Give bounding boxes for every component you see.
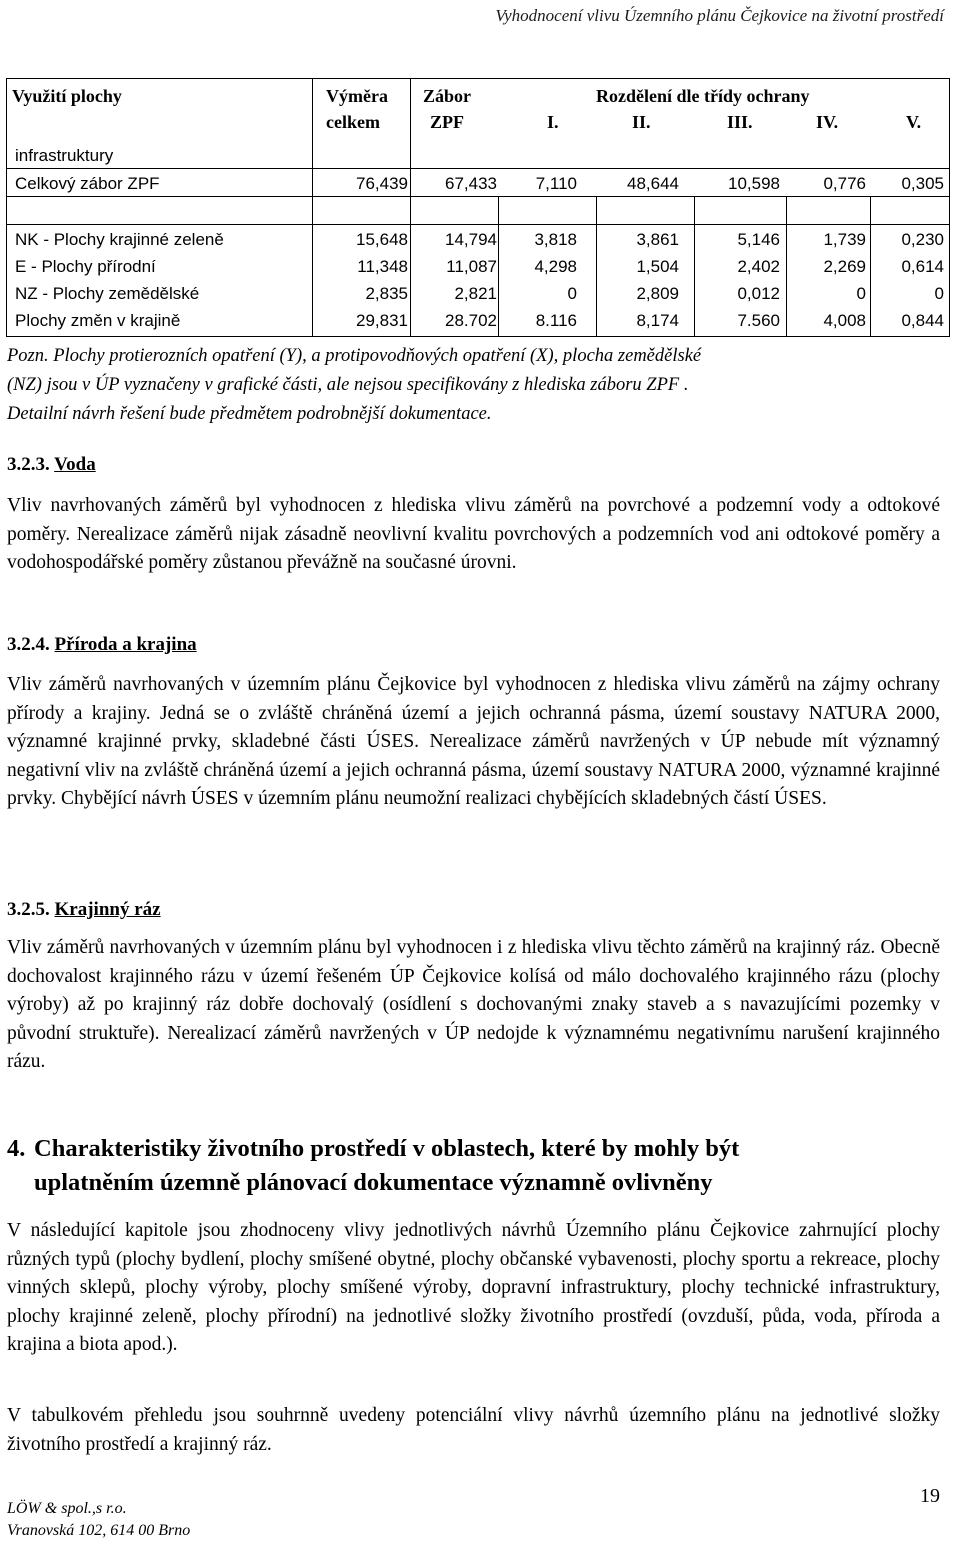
- table-rule: [312, 78, 313, 336]
- section-number: 3.2.3.: [7, 454, 50, 475]
- table-cell: 0,305: [901, 174, 944, 193]
- table-cell: 0,012: [737, 284, 780, 303]
- table-cell: 15,648: [356, 230, 408, 249]
- table-cell: 8.116: [535, 311, 577, 330]
- table-rule: [6, 196, 950, 197]
- table-cell: 8,174: [636, 311, 679, 330]
- table-cell: 0,614: [901, 257, 944, 276]
- table-cell: 0,776: [823, 174, 866, 193]
- table-cell: 10,598: [728, 174, 780, 193]
- table-cell: 1,739: [823, 230, 866, 249]
- running-header: Vyhodnocení vlivu Územního plánu Čejkovice na životní prostředí: [495, 6, 944, 25]
- table-rule: [6, 168, 950, 169]
- table-cell: 11,087: [446, 257, 497, 276]
- table-cell: 2,269: [823, 257, 866, 276]
- table-rule: [6, 336, 950, 337]
- section-heading-voda: [7, 454, 96, 476]
- table-cell: 0: [567, 284, 577, 303]
- table-header-class: V.: [906, 112, 922, 132]
- table-cell: NK - Plochy krajinné zeleně: [15, 230, 224, 249]
- section-heading-krajinny-raz: [7, 899, 161, 921]
- table-header-area: celkem: [326, 112, 380, 132]
- table-rule: [870, 196, 871, 336]
- table-header-zpf: Zábor: [423, 86, 472, 106]
- table-cell: 28.702: [445, 311, 497, 330]
- section-number: 3.2.4.: [7, 634, 50, 655]
- table-cell: 1,504: [636, 257, 679, 276]
- table-cell: 2,809: [636, 284, 679, 303]
- table-cell: 2,835: [365, 284, 408, 303]
- table-rule: [410, 78, 411, 336]
- section-title: Příroda a krajina: [54, 634, 197, 655]
- table-cell: 4,298: [534, 257, 577, 276]
- table-cell: NZ - Plochy zemědělské: [15, 284, 200, 303]
- paragraph-voda: Vliv navrhovaných záměrů byl vyhodnocen z hlediska vlivu záměrů na povrchové a podzemní vody a odtokové poměry. Nerealizace záměrů nijak zásadně neovlivní kvalitu povrchových a podzemních vod ani odtokové poměry a vodohospodářské poměry zůstanou převážně na současné úrovni.: [7, 495, 940, 574]
- table-rule: [786, 196, 787, 336]
- table-header-class: II.: [632, 112, 651, 132]
- table-header-class: I.: [547, 112, 559, 132]
- section-title: Krajinný ráz: [54, 899, 161, 920]
- table-header-class: IV.: [816, 112, 839, 132]
- table-cell: 7,110: [535, 174, 577, 193]
- table-cell: 5,146: [737, 230, 780, 249]
- table-rule: [6, 78, 7, 336]
- paragraph-priroda: Vliv záměrů navrhovaných v územním plánu Čejkovice byl vyhodnocen z hlediska vlivu záměrů na zájmy ochrany přírody a krajiny. Jedná se o zvláště chráněná území a jejich ochranná pásma, území soustavy NATURA 2000, významné krajinné prvky, skladebné části ÚSES. Nerealizace záměrů navržených v ÚP nebude mít významný negativní vliv na zvláště chráněná území a jejich ochranná pásma, území soustavy NATURA 2000, významné krajinné prvky. Chybějící návrh ÚSES v územním plánu neumožní realizaci chybějících skladebných částí ÚSES.: [7, 674, 940, 810]
- footer-company: LÖW & spol.,s r.o.: [7, 1500, 127, 1517]
- section-number: 3.2.5.: [7, 899, 50, 920]
- table-cell: Celkový zábor ZPF: [15, 174, 160, 193]
- chapter-title-line: uplatněním územně plánovací dokumentace významně ovlivněny: [34, 1169, 713, 1196]
- table-rule: [596, 196, 597, 336]
- table-cell: 7.560: [737, 311, 780, 330]
- table-rule: [6, 78, 950, 79]
- chapter-title-line: 4. Charakteristiky životního prostředí v oblastech, které by mohly být: [7, 1132, 907, 1166]
- table-header-land-use: Využití plochy: [12, 86, 122, 106]
- table-cell: 2,402: [737, 257, 780, 276]
- table-cell: 29,831: [356, 311, 408, 330]
- table-header-area: Výměra: [326, 86, 388, 106]
- table-cell: 2,821: [454, 284, 497, 303]
- table-cell: Plochy změn v krajině: [15, 311, 181, 330]
- table-cell: 0,230: [901, 230, 944, 249]
- chapter-number: 4.: [7, 1135, 26, 1162]
- paragraph-chapter4-summary: V tabulkovém přehledu jsou souhrnně uvedeny potenciální vlivy návrhů územního plánu na jednotlivé složky životního prostředí a krajinný ráz.: [7, 1405, 940, 1455]
- note-line: Pozn. Plochy protierozních opatření (Y), a protipovodňových opatření (X), plocha zemědělské: [7, 346, 702, 366]
- table-rule: [6, 224, 950, 225]
- table-note: [7, 342, 701, 429]
- table-cell: 3,861: [636, 230, 679, 249]
- table-header-class: III.: [727, 112, 753, 132]
- page-number: 19: [920, 1485, 940, 1507]
- paragraph-krajinny-raz: Vliv záměrů navrhovaných v územním plánu byl vyhodnocen i z hlediska vlivu těchto záměrů na krajinný ráz. Obecně dochovalost krajinného rázu v území řešeném ÚP Čejkovice kolísá od málo dochovalého krajinného rázu (plochy výroby) až po krajinný ráz dobře dochovalý (osídlení s dochovanými znaky staveb a s navazujícími pozemky v původní struktuře). Nerealizací záměrů navržených v ÚP nedojde k významnému negativnímu narušení krajinného rázu.: [7, 937, 940, 1073]
- section-heading-priroda: [7, 634, 197, 656]
- table-cell: 48,644: [627, 174, 679, 193]
- table-rule: [694, 196, 695, 336]
- table-header-zpf: ZPF: [430, 112, 464, 132]
- table-rule: [498, 196, 499, 336]
- table-cell: E - Plochy přírodní: [15, 257, 156, 276]
- paragraph-chapter4-intro: V následující kapitole jsou zhodnoceny vlivy jednotlivých návrhů Územního plánu Čejkovice zahrnující plochy různých typů (plochy bydlení, plochy smíšené obytné, plochy občanské vybavenosti, plochy sportu a rekreace, plochy vinných sklepů, plochy výroby, plochy smíšené výroby, dopravní infrastruktury, plochy technické infrastruktury, plochy krajinné zeleně, plochy přírodní) na jednotlivé složky životního prostředí (ovzduší, půda, voda, příroda a krajina a biota apod.).: [7, 1220, 940, 1356]
- chapter-heading: [7, 1132, 907, 1200]
- table-cell: 76,439: [356, 174, 408, 193]
- table-cell: 14,794: [445, 230, 497, 249]
- table-cell: 0: [934, 284, 944, 303]
- table-header-protection-classes: Rozdělení dle třídy ochrany: [596, 86, 810, 106]
- table-cell: 67,433: [445, 174, 497, 193]
- footer-address: Vranovská 102, 614 00 Brno: [7, 1522, 191, 1539]
- land-use-table: [6, 78, 950, 336]
- footer: [7, 1498, 190, 1542]
- table-cell: 0,844: [901, 311, 944, 330]
- table-rule: [949, 78, 950, 336]
- table-infrastructure-label: infrastruktury: [15, 146, 114, 165]
- table-cell: 4,008: [823, 311, 866, 330]
- note-line: (NZ) jsou v ÚP vyznačeny v grafické části, ale nejsou specifikovány z hlediska záboru ZPF .: [7, 375, 689, 395]
- table-cell: 3,818: [534, 230, 577, 249]
- table-cell: 0: [856, 284, 866, 303]
- note-line: Detailní návrh řešení bude předmětem podrobnější dokumentace.: [7, 404, 492, 424]
- table-cell: 11,348: [357, 257, 408, 276]
- section-title: Voda: [54, 454, 96, 475]
